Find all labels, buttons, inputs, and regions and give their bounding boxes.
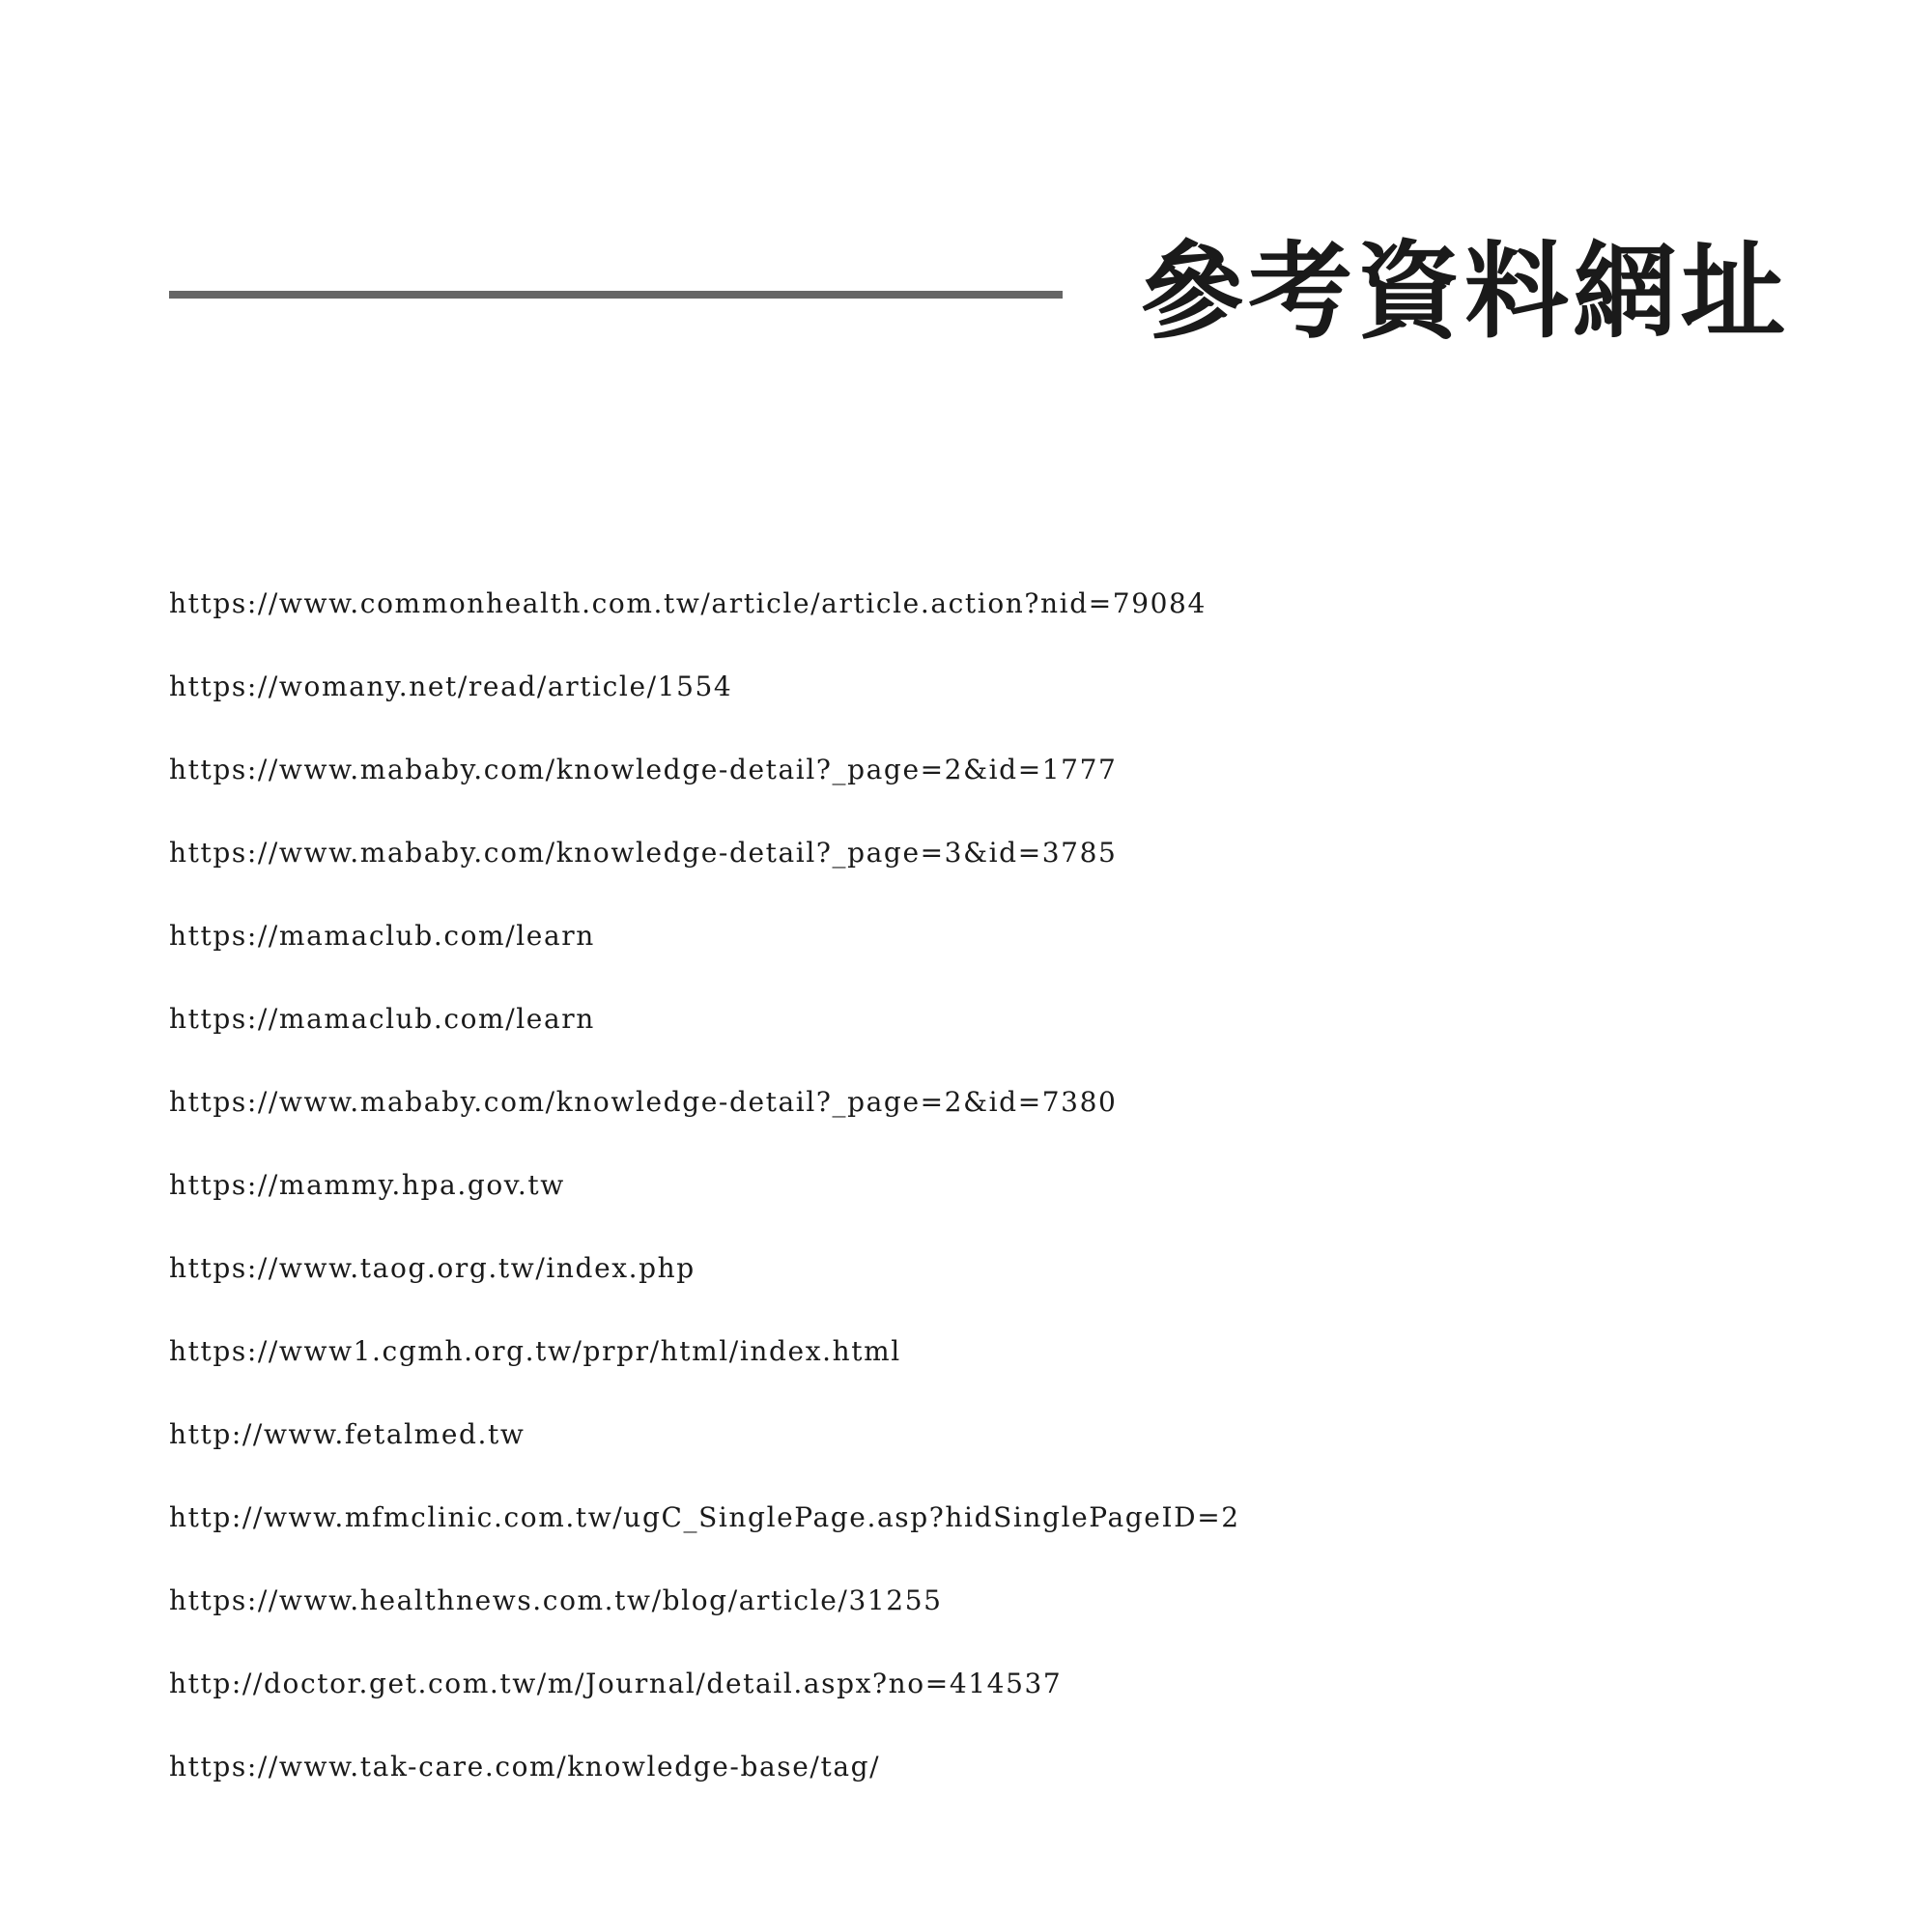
reference-url: https://womany.net/read/article/1554 xyxy=(169,670,733,702)
reference-url: https://www.tak-care.com/knowledge-base/tag/ xyxy=(169,1751,881,1783)
reference-url: https://www.taog.org.tw/index.php xyxy=(169,1252,696,1284)
reference-url: https://www.commonhealth.com.tw/article/article.action?nid=79084 xyxy=(169,587,1207,619)
reference-url: https://mamaclub.com/learn xyxy=(169,920,595,952)
reference-url: https://www.healthnews.com.tw/blog/article/31255 xyxy=(169,1584,943,1616)
page-title: 參考資料網址 xyxy=(1140,231,1790,353)
reference-url: http://doctor.get.com.tw/m/Journal/detail.aspx?no=414537 xyxy=(169,1668,1063,1699)
reference-url-list xyxy=(169,578,1240,1824)
reference-url: https://www.mababy.com/knowledge-detail?_page=2&id=7380 xyxy=(169,1086,1118,1118)
reference-url: https://mamaclub.com/learn xyxy=(169,1003,595,1035)
reference-url: https://www.mababy.com/knowledge-detail?_page=2&id=1777 xyxy=(169,754,1118,785)
reference-url: https://www.mababy.com/knowledge-detail?_page=3&id=3785 xyxy=(169,837,1118,869)
reference-url: http://www.fetalmed.tw xyxy=(169,1418,526,1450)
reference-url: http://www.mfmclinic.com.tw/ugC_SinglePage.asp?hidSinglePageID=2 xyxy=(169,1501,1240,1533)
reference-url: https://mammy.hpa.gov.tw xyxy=(169,1169,565,1201)
reference-url: https://www1.cgmh.org.tw/prpr/html/index.html xyxy=(169,1335,901,1367)
header-rule xyxy=(169,291,1063,299)
